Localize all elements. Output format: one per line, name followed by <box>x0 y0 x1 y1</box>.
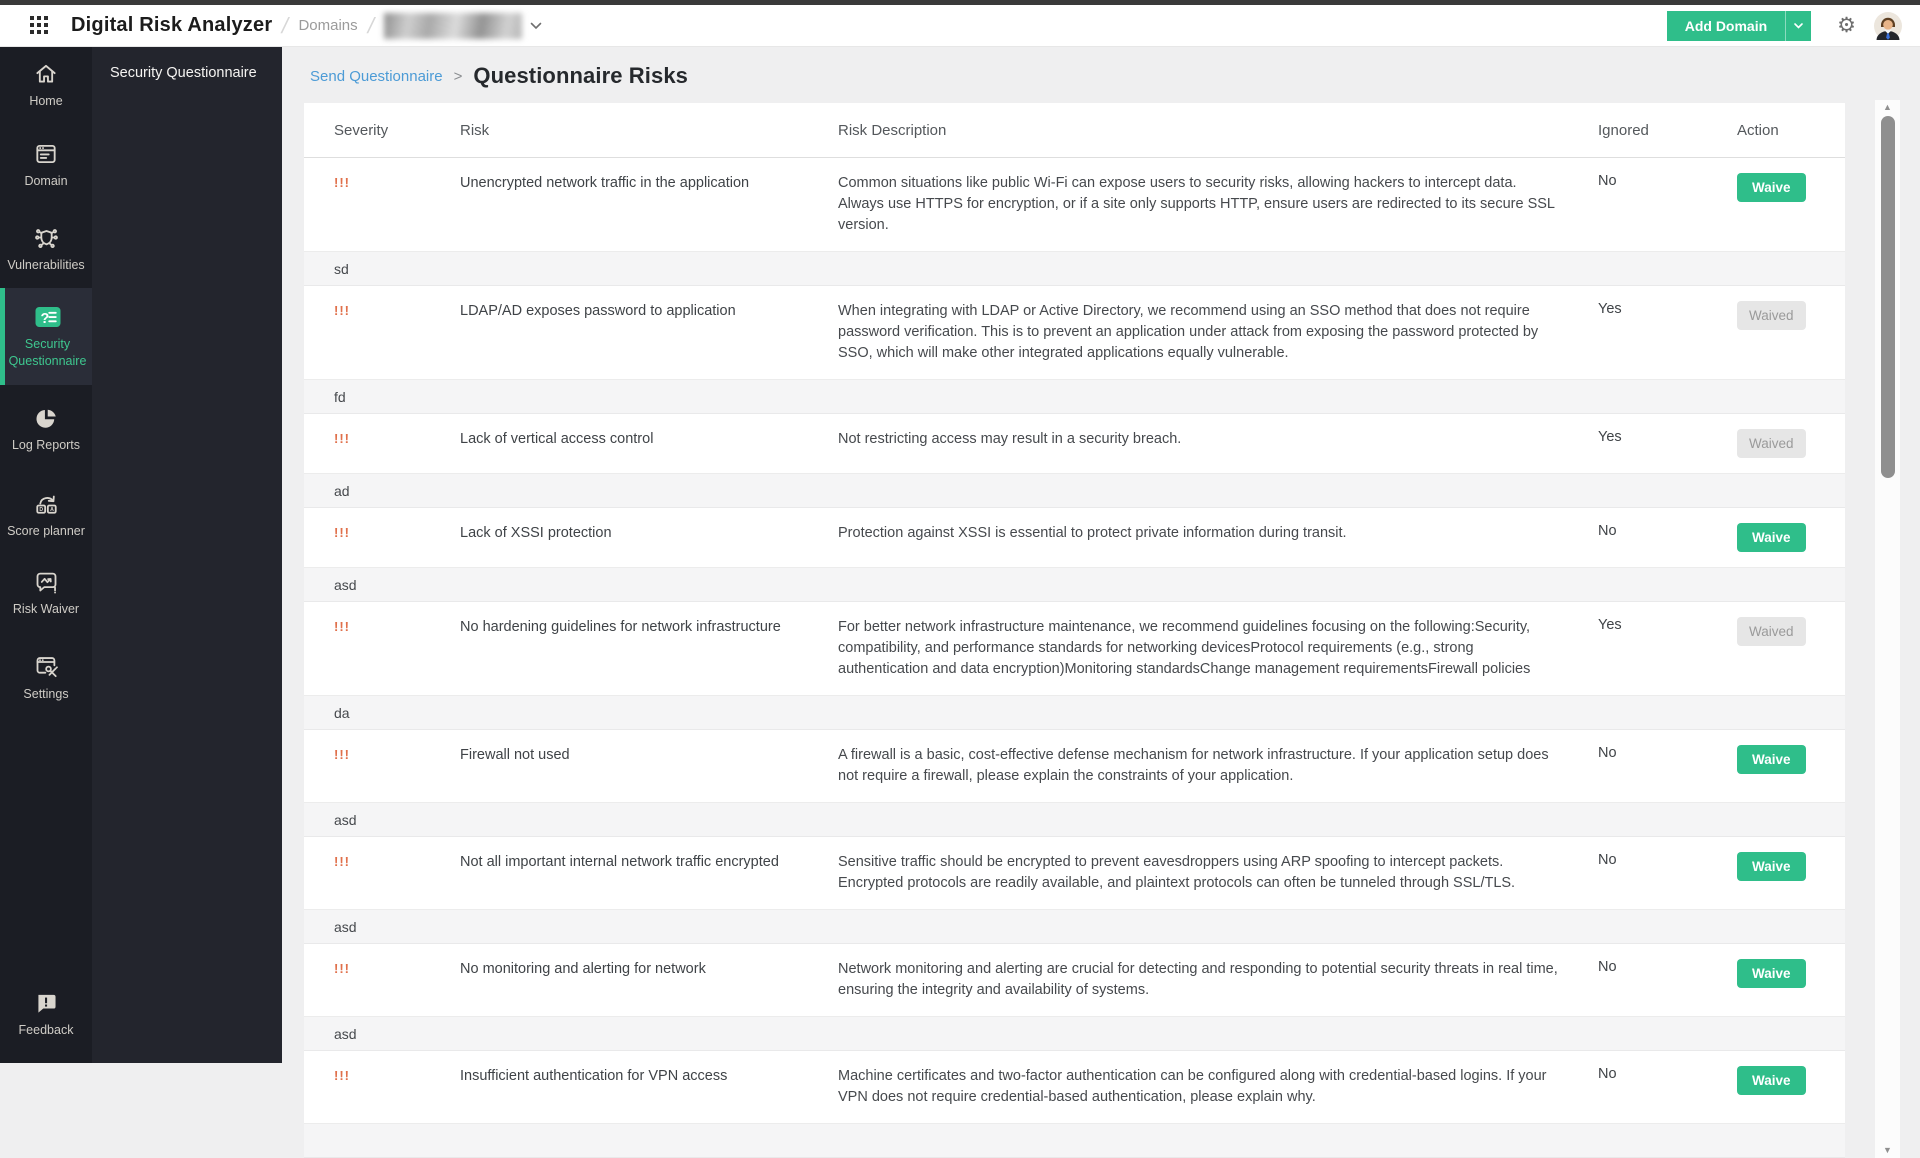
sidebar-item-label: Home <box>29 93 62 110</box>
risk-name: Firewall not used <box>460 745 838 766</box>
sidebar-item-label: Vulnerabilities <box>7 257 84 274</box>
risk-description: Common situations like public Wi-Fi can expose users to security risks, allowing hackers to intercept data. Always use HTTPS for encryption, or if a site only supports HTTP, ensure users are redirected to its secure SSL version. <box>838 173 1598 236</box>
sidebar-item-log-reports[interactable] <box>0 399 92 460</box>
breadcrumb-divider: / <box>280 13 292 39</box>
table-row <box>304 414 1845 474</box>
sidebar-item-label: Log Reports <box>12 437 80 454</box>
feedback-icon <box>33 990 59 1016</box>
table-row <box>304 286 1845 380</box>
breadcrumb-domains[interactable]: Domains <box>298 17 357 34</box>
severity-indicator: !!! <box>334 1066 460 1083</box>
risk-description: A firewall is a basic, cost-effective defense mechanism for network infrastructure. If your application setup does not require a firewall, please explain the constraints of your application. <box>838 745 1598 787</box>
secondary-panel <box>92 47 282 1063</box>
settings-tools-icon <box>33 653 60 680</box>
scrollbar-down-arrow[interactable]: ▼ <box>1875 1145 1900 1155</box>
ignored-value: Yes <box>1598 617 1737 633</box>
col-header-action: Action <box>1737 122 1845 139</box>
severity-indicator: !!! <box>334 523 460 540</box>
svg-text:A: A <box>50 507 54 513</box>
sidebar-item-feedback[interactable] <box>0 984 92 1045</box>
svg-text:D: D <box>39 507 43 513</box>
sidebar-item-label: Risk Waiver <box>13 601 79 618</box>
ignored-value: No <box>1598 745 1737 761</box>
risk-description: Network monitoring and alerting are crucial for detecting and responding to potential security threats in real time, ensuring the integrity and availability of systems. <box>838 959 1598 1001</box>
severity-indicator: !!! <box>334 617 460 634</box>
breadcrumb <box>282 47 1920 89</box>
risk-waiver-icon <box>33 568 60 595</box>
breadcrumb-separator: > <box>454 68 463 85</box>
app-title: Digital Risk Analyzer <box>71 14 272 37</box>
ignored-value: No <box>1598 852 1737 868</box>
ignored-value: Yes <box>1598 429 1737 445</box>
action-cell <box>1737 173 1845 202</box>
col-header-risk: Risk <box>460 122 838 139</box>
sidebar-item-vulnerabilities[interactable] <box>0 218 92 280</box>
top-dark-strip <box>0 0 1920 5</box>
risk-name: Lack of XSSI protection <box>460 523 838 544</box>
risk-name: No monitoring and alerting for network <box>460 959 838 980</box>
svg-text:?: ? <box>40 310 49 326</box>
sidebar-item-label: Security Questionnaire <box>5 336 90 370</box>
breadcrumb-send-questionnaire-link[interactable]: Send Questionnaire <box>310 68 443 85</box>
page-title: Questionnaire Risks <box>473 63 688 89</box>
risk-description: Machine certificates and two-factor authentication can be configured along with credential-based logins. If your VPN does not require credential-based authentication, please explain why. <box>838 1066 1598 1108</box>
add-domain-split-button <box>1667 11 1811 41</box>
severity-indicator: !!! <box>334 745 460 762</box>
table-row <box>304 1051 1845 1124</box>
app-launcher-grid-icon[interactable] <box>30 16 49 35</box>
risk-name: LDAP/AD exposes password to application <box>460 301 838 322</box>
waived-button: Waived <box>1737 301 1806 330</box>
table-row <box>304 602 1845 696</box>
group-row: fd <box>304 380 1845 414</box>
waive-button[interactable]: Waive <box>1737 523 1806 552</box>
sidebar-item-settings[interactable] <box>0 647 92 709</box>
risk-description: For better network infrastructure maintenance, we recommend guidelines focusing on the following:Security, compatibility, and performance standards for networking devicesProtocol requirements (e.g., strong authentication and data encryption)Monitoring standardsChange management requirementsFirewall policies <box>838 617 1598 680</box>
browser-window-icon <box>33 141 59 167</box>
domain-selector[interactable] <box>384 13 522 39</box>
risk-description: Protection against XSSI is essential to protect private information during transit. <box>838 523 1598 544</box>
ignored-value: No <box>1598 1066 1737 1082</box>
table-row <box>304 944 1845 1017</box>
risk-description: When integrating with LDAP or Active Directory, we recommend using an SSO method that does not require password verification. This is to prevent an application under attack from exposing the password protected by SSO, which will make other integrated applications equally vulnerable. <box>838 301 1598 364</box>
table-row <box>304 730 1845 803</box>
action-cell <box>1737 429 1845 458</box>
panel-title[interactable]: Security Questionnaire <box>92 47 282 81</box>
col-header-ignored: Ignored <box>1598 122 1737 139</box>
table-header-row <box>304 103 1845 158</box>
group-row: asd <box>304 1017 1845 1051</box>
severity-indicator: !!! <box>334 852 460 869</box>
sidebar-item-risk-waiver[interactable] <box>0 562 92 624</box>
waive-button[interactable]: Waive <box>1737 852 1806 881</box>
ignored-value: Yes <box>1598 301 1737 317</box>
group-row: asd <box>304 568 1845 602</box>
questionnaire-icon <box>33 304 63 330</box>
group-row: da <box>304 696 1845 730</box>
sidebar-item-domain[interactable] <box>0 135 92 196</box>
home-icon <box>33 61 59 87</box>
action-cell <box>1737 745 1845 774</box>
risks-table-card <box>304 103 1845 1063</box>
group-row <box>304 1124 1845 1158</box>
sidebar-item-label: Feedback <box>19 1022 74 1039</box>
ignored-value: No <box>1598 523 1737 539</box>
group-row: ad <box>304 474 1845 508</box>
score-planner-icon <box>33 490 60 517</box>
sidebar-item-label: Domain <box>24 173 67 190</box>
domain-chevron-down-icon[interactable] <box>530 22 542 30</box>
add-domain-dropdown-button[interactable] <box>1785 11 1811 41</box>
main-content <box>282 47 1920 1063</box>
risk-description: Not restricting access may result in a security breach. <box>838 429 1598 450</box>
shield-network-icon <box>33 224 60 251</box>
risk-name: Not all important internal network traffic encrypted <box>460 852 838 873</box>
table-body <box>304 158 1845 1158</box>
risk-name: Insufficient authentication for VPN access <box>460 1066 838 1087</box>
sidebar-item-label: Score planner <box>7 523 85 540</box>
severity-indicator: !!! <box>334 301 460 318</box>
risk-name: No hardening guidelines for network infrastructure <box>460 617 838 638</box>
waived-button: Waived <box>1737 617 1806 646</box>
col-header-severity: Severity <box>334 122 460 139</box>
severity-indicator: !!! <box>334 429 460 446</box>
action-cell <box>1737 617 1845 646</box>
user-avatar[interactable] <box>1874 12 1902 40</box>
waive-button[interactable]: Waive <box>1737 745 1806 774</box>
waived-button: Waived <box>1737 429 1806 458</box>
waive-button[interactable]: Waive <box>1737 1066 1806 1095</box>
action-cell <box>1737 1066 1845 1095</box>
scrollbar-thumb[interactable] <box>1881 116 1895 478</box>
severity-indicator: !!! <box>334 173 460 190</box>
table-row <box>304 837 1845 910</box>
sidebar-item-home[interactable] <box>0 55 92 116</box>
table-row <box>304 508 1845 568</box>
scrollbar-up-arrow[interactable]: ▲ <box>1875 102 1900 112</box>
risk-name: Lack of vertical access control <box>460 429 838 450</box>
sidebar-item-security-questionnaire[interactable] <box>0 288 92 385</box>
redacted-domain-name <box>384 13 522 39</box>
add-domain-button[interactable]: Add Domain <box>1667 11 1785 41</box>
action-cell <box>1737 301 1845 330</box>
breadcrumb-divider: / <box>365 13 377 39</box>
group-row: asd <box>304 910 1845 944</box>
settings-gear-icon[interactable]: ⚙ <box>1837 15 1856 36</box>
action-cell <box>1737 959 1845 988</box>
risk-name: Unencrypted network traffic in the application <box>460 173 838 194</box>
risk-description: Sensitive traffic should be encrypted to prevent eavesdroppers using ARP spoofing to intercept packets. Encrypted protocols are readily available, and plaintext protocols can often be tunneled through SSL/TLS. <box>838 852 1598 894</box>
group-row: sd <box>304 252 1845 286</box>
ignored-value: No <box>1598 959 1737 975</box>
vertical-scrollbar[interactable] <box>1875 100 1900 1158</box>
waive-button[interactable]: Waive <box>1737 959 1806 988</box>
pie-chart-icon <box>33 405 59 431</box>
table-row <box>304 158 1845 252</box>
action-cell <box>1737 852 1845 881</box>
ignored-value: No <box>1598 173 1737 189</box>
col-header-risk-description: Risk Description <box>838 122 1598 139</box>
action-cell <box>1737 523 1845 552</box>
group-row: asd <box>304 803 1845 837</box>
severity-indicator: !!! <box>334 959 460 976</box>
sidebar-item-score-planner[interactable] <box>0 484 92 546</box>
sidebar-item-label: Settings <box>23 686 68 703</box>
app-header <box>0 5 1920 47</box>
waive-button[interactable]: Waive <box>1737 173 1806 202</box>
icon-sidebar <box>0 47 92 1063</box>
